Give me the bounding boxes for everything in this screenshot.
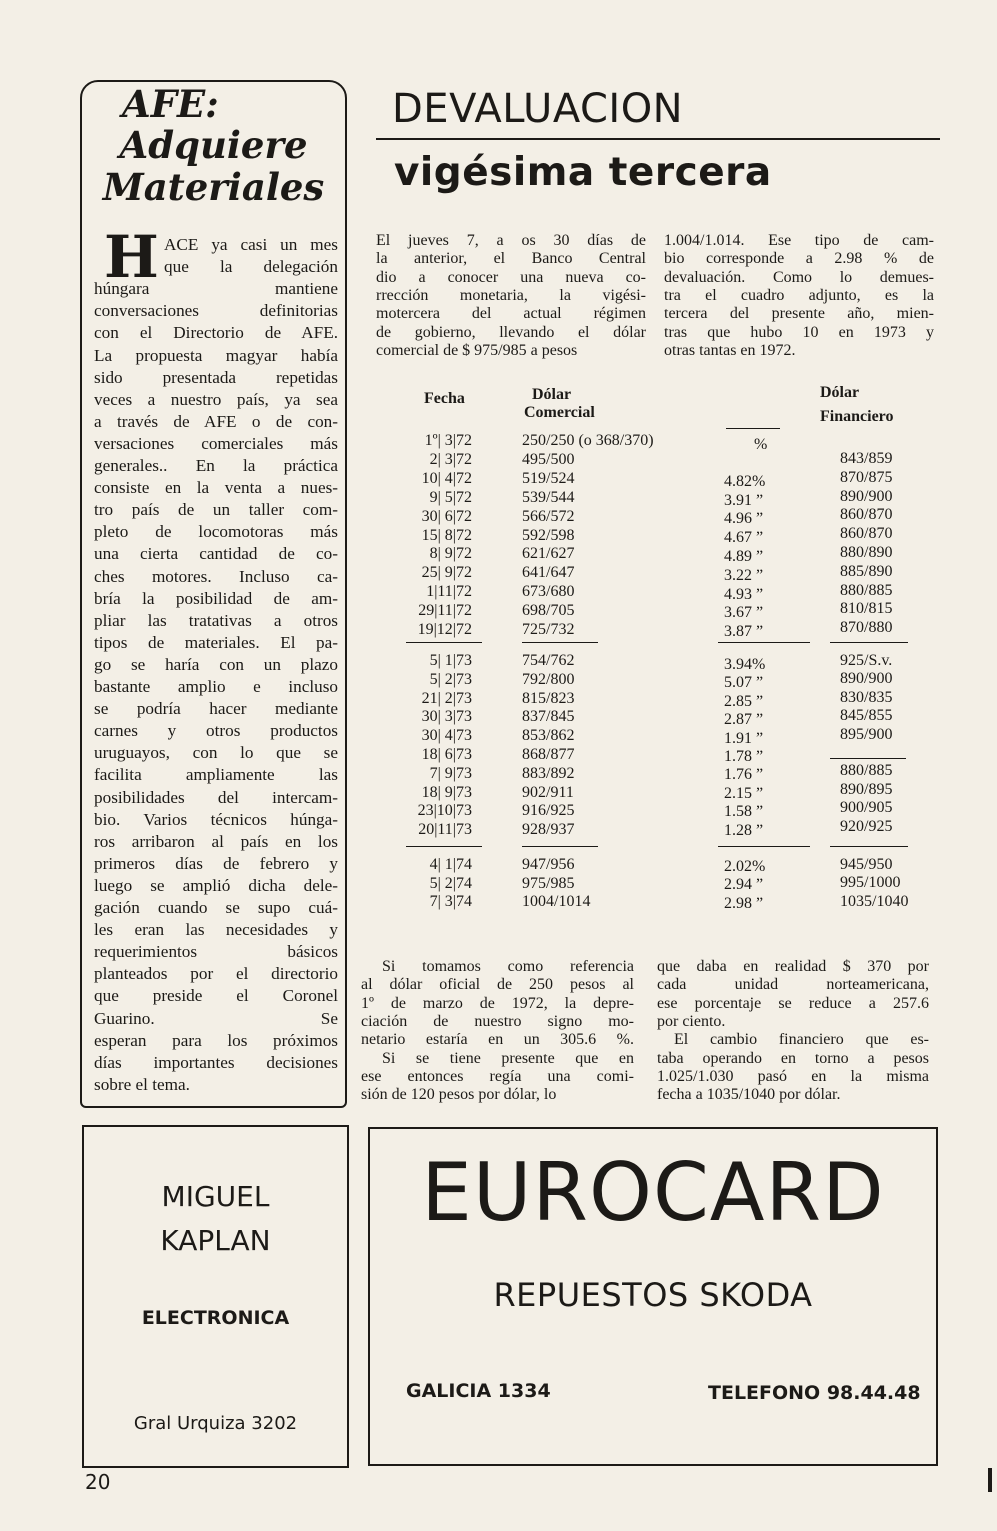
table-cell-financiero: 880/890: [840, 544, 893, 561]
table-header-comercial-2: Comercial: [524, 404, 595, 421]
table-header-percent: %: [754, 436, 768, 453]
table-group-rule: [522, 846, 598, 847]
table-cell-date: 18| 6|73: [421, 746, 472, 763]
table-cell-percent: 1.58 ”: [724, 803, 764, 821]
afe-text-line: Guarino. Se: [94, 1008, 338, 1028]
table-group-rule: [522, 642, 598, 643]
table-cell-percent: 4.89 ”: [724, 548, 764, 565]
afe-text-line: pleto de locomotoras más: [94, 522, 338, 542]
table-cell-date: 30| 4|73: [421, 727, 472, 745]
devaluacion-headline: DEVALUACION: [392, 86, 684, 132]
table-group-rule: [406, 846, 482, 847]
closing-text-line: al dólar oficial de 250 pesos al: [361, 976, 634, 994]
closing-text-line: El cambio financiero que es-: [674, 1031, 929, 1049]
afe-text-line: ches motores. Incluso ca-: [94, 566, 338, 586]
table-cell-financiero: 995/1000: [840, 874, 901, 892]
table-cell-percent: 2.02%: [724, 858, 766, 875]
afe-text-line: consiste en la venta a nues-: [94, 478, 338, 498]
table-cell-financiero: 880/885: [840, 762, 893, 780]
intro-text-line: comercial de $ 975/985 a pesos: [376, 341, 578, 359]
table-cell-date: 5| 2|74: [429, 874, 472, 892]
afe-text-line: bría la posibilidad de am-: [94, 588, 338, 608]
table-cell-comercial: 641/647: [522, 564, 575, 582]
closing-text-line: por ciento.: [657, 1012, 726, 1030]
afe-text-line: requerimientos básicos: [94, 942, 338, 962]
eurocard-telephone: TELEFONO 98.44.48: [708, 1382, 921, 1404]
afe-text-line: bastante amplio e incluso: [94, 677, 338, 696]
afe-title-line-2: Adquiere: [119, 123, 308, 168]
afe-text-line: gación cuando se supo cuá-: [94, 898, 338, 917]
table-cell-percent: 2.98 ”: [724, 894, 764, 912]
closing-text-line: Si se tiene presente que en: [382, 1049, 634, 1067]
table-cell-comercial: 566/572: [522, 507, 575, 525]
kaplan-ad-name: [84, 1175, 347, 1263]
intro-text-line: tras que hubo 10 en 1973 y: [664, 323, 934, 341]
table-cell-comercial: 868/877: [522, 746, 575, 763]
intro-text-line: rrección monetaria, la vigési-: [376, 286, 646, 304]
eurocard-title: EUROCARD: [421, 1146, 885, 1239]
table-cell-date: 8| 9|72: [429, 545, 472, 563]
table-cell-comercial: 621/627: [522, 545, 575, 563]
closing-text-line: taba operando en torno a pesos: [657, 1049, 929, 1067]
table-cell-comercial: 975/985: [522, 874, 575, 892]
table-cell-date: 2| 3|72: [429, 450, 472, 468]
table-cell-comercial: 853/862: [522, 727, 575, 745]
table-cell-date: 23|10|73: [417, 802, 472, 820]
table-cell-percent: 5.07 ”: [724, 674, 764, 692]
table-cell-financiero: 810/815: [840, 600, 893, 618]
closing-text-line: que daba en realidad $ 370 por: [657, 958, 929, 975]
table-cell-financiero: 845/855: [840, 707, 893, 725]
table-cell-comercial: 928/937: [522, 821, 575, 839]
table-cell-percent: 2.85 ”: [724, 692, 764, 710]
afe-headline: [82, 84, 345, 208]
table-cell-comercial: 592/598: [522, 526, 575, 544]
table-cell-percent: 4.82%: [724, 472, 766, 490]
table-cell-financiero: 870/875: [840, 468, 893, 486]
afe-text-line: conversaciones definitorias: [94, 301, 338, 321]
afe-text-line: sido presentada repetidas: [94, 367, 338, 387]
afe-text-line: una cierta cantidad de co-: [94, 544, 338, 564]
intro-text-line: devaluación. Como lo demues-: [664, 268, 934, 286]
table-cell-percent: 3.91 ”: [724, 491, 764, 509]
table-cell-financiero: 945/950: [840, 856, 893, 873]
intro-text-line: motercera del actual régimen: [376, 305, 646, 323]
afe-text-line: La propuesta magyar había: [94, 345, 338, 365]
intro-text-line: bio corresponde a 2.98 % de: [664, 250, 934, 268]
table-cell-date: 29|11|72: [418, 602, 472, 620]
devaluacion-subheadline: vigésima tercera: [394, 150, 772, 195]
table-cell-financiero: 870/880: [840, 619, 893, 637]
table-cell-financiero: 860/870: [840, 525, 893, 543]
kaplan-last-name: KAPLAN: [160, 1224, 271, 1257]
afe-text-line: días importantes decisiones: [94, 1052, 338, 1072]
table-cell-financiero: 900/905: [840, 799, 893, 817]
table-cell-comercial: 902/911: [522, 783, 574, 801]
edge-mark: [988, 1468, 992, 1492]
table-cell-date: 25| 9|72: [421, 564, 472, 582]
intro-text-line: tercera del presente año, mien-: [664, 305, 934, 323]
table-cell-percent: 4.93 ”: [724, 585, 764, 603]
afe-text-line: carnes y otros productos: [94, 721, 338, 741]
table-cell-date: 18| 9|73: [421, 783, 472, 801]
closing-text-line: 1.025/1.030 pasó en la misma: [657, 1067, 929, 1085]
table-cell-financiero: 895/900: [840, 725, 893, 743]
afe-text-line: veces a nuestro país, ya sea: [94, 389, 338, 409]
afe-text-line: sobre el tema.: [94, 1074, 190, 1094]
kaplan-business: ELECTRONICA: [141, 1307, 290, 1329]
table-cell-date: 7| 9|73: [429, 764, 472, 782]
closing-text-line: cada unidad norteamericana,: [657, 976, 929, 994]
table-cell-percent: 1.28 ”: [724, 821, 764, 839]
eurocard-address: GALICIA 1334: [406, 1380, 551, 1402]
afe-text-line: go se haría con un plazo: [94, 654, 338, 674]
table-cell-comercial: 698/705: [522, 602, 575, 620]
closing-text-line: 1º de marzo de 1972, la depre-: [361, 994, 634, 1012]
table-cell-percent: 1.78 ”: [724, 748, 764, 765]
table-header-fecha: Fecha: [424, 390, 465, 407]
intro-text-line: 1.004/1.014. Ese tipo de cam-: [664, 232, 934, 249]
table-cell-financiero: 890/895: [840, 780, 893, 798]
afe-text-line: luego se amplió dicha dele-: [94, 875, 338, 895]
afe-text-line: bio. Varios técnicos húnga-: [94, 809, 338, 829]
table-cell-comercial: 495/500: [522, 450, 575, 468]
afe-title-line-1: AFE:: [122, 82, 219, 126]
table-cell-date: 9| 5|72: [429, 488, 472, 506]
table-cell-comercial: 725/732: [522, 621, 575, 638]
table-group-rule: [718, 642, 810, 643]
afe-text-line: uruguayos, con lo que se: [94, 743, 338, 763]
table-cell-financiero: 1035/1040: [840, 892, 909, 910]
afe-text-line: húngara mantiene: [94, 279, 338, 299]
page-number: 20: [85, 1470, 111, 1494]
afe-text-line: tipos de materiales. El pa-: [94, 632, 338, 652]
table-cell-date: 10| 4|72: [421, 469, 472, 487]
table-cell-date: 5| 1|73: [429, 652, 472, 669]
intro-text-line: dio a conocer una nueva co-: [376, 268, 646, 286]
table-cell-percent: 4.67 ”: [724, 529, 764, 547]
afe-text-line: tro país de un taller com-: [94, 500, 338, 520]
closing-text-line: sión de 120 pesos por dólar, lo: [361, 1086, 557, 1104]
afe-text-line: ros arribaron al país en los: [94, 831, 338, 851]
afe-drop-cap: H: [104, 223, 159, 291]
kaplan-address: Gral Urquiza 3202: [133, 1413, 298, 1434]
table-cell-financiero: 925/S.v.: [840, 652, 893, 669]
closing-text-line: netario estaría en un 305.6 %.: [361, 1031, 634, 1049]
table-cell-percent: 2.87 ”: [724, 711, 764, 729]
afe-text-line: que preside el Coronel: [94, 986, 338, 1006]
table-cell-date: 21| 2|73: [421, 689, 472, 707]
table-group-rule: [830, 846, 908, 847]
afe-title-line-3: Materiales: [102, 164, 325, 209]
table-cell-percent: 1.76 ”: [724, 766, 764, 784]
table-cell-comercial: 250/250 (o 368/370): [522, 432, 654, 449]
table-rule: [726, 428, 780, 429]
afe-text-line: se podría hacer mediante: [94, 699, 338, 719]
table-cell-date: 5| 2|73: [429, 670, 472, 688]
closing-text-line: ese entonces regía una comi-: [361, 1067, 634, 1085]
afe-text-line: con el Directorio de AFE.: [94, 323, 338, 343]
closing-text-line: ciación de nuestro signo mo-: [361, 1012, 634, 1030]
table-cell-date: 4| 1|74: [429, 856, 472, 873]
table-group-rule: [830, 642, 908, 643]
table-group-rule: [718, 846, 810, 847]
afe-text-line: posibilidades del intercam-: [94, 787, 338, 807]
table-cell-comercial: 1004/1014: [522, 893, 591, 910]
table-cell-comercial: 916/925: [522, 802, 575, 820]
table-cell-date: 7| 3|74: [429, 893, 472, 910]
table-group-rule: [406, 642, 482, 643]
table-cell-financiero: 860/870: [840, 506, 893, 524]
intro-text-line: otras tantas en 1972.: [664, 341, 796, 359]
table-cell-financiero: 830/835: [840, 688, 893, 706]
table-cell-financiero: 890/900: [840, 487, 893, 505]
table-header-financiero-1: Dólar: [820, 384, 860, 401]
table-cell-financiero: 880/885: [840, 581, 893, 599]
table-cell-date: 1º| 3|72: [424, 432, 472, 449]
intro-text-line: de gobierno, llevando el dólar: [376, 323, 646, 341]
table-header-comercial-1: Dólar: [532, 386, 572, 403]
table-cell-percent: 1.91 ”: [724, 729, 764, 747]
table-cell-financiero: 885/890: [840, 562, 893, 580]
closing-text-line: Si tomamos como referencia: [382, 958, 634, 975]
table-cell-comercial: 815/823: [522, 689, 575, 707]
table-cell-comercial: 673/680: [522, 583, 575, 601]
afe-text-line: versaciones comerciales más: [94, 433, 338, 453]
closing-text-line: ese porcentaje se reduce a 257.6: [657, 994, 929, 1012]
table-cell-comercial: 519/524: [522, 469, 575, 487]
afe-text-line: generales.. En la práctica: [94, 456, 338, 475]
kaplan-first-name: MIGUEL: [161, 1180, 270, 1213]
afe-text-line: a través de AFE o de con-: [94, 411, 338, 431]
table-cell-financiero: 890/900: [840, 670, 893, 688]
table-cell-date: 15| 8|72: [421, 526, 472, 544]
afe-text-line: les eran las necesidades y: [94, 920, 338, 940]
table-cell-comercial: 792/800: [522, 670, 575, 688]
table-cell-comercial: 947/956: [522, 856, 575, 873]
table-cell-percent: 4.96 ”: [724, 510, 764, 528]
table-cell-date: 20|11|73: [418, 821, 472, 839]
table-cell-date: 30| 6|72: [421, 507, 472, 525]
headline-rule: [376, 138, 940, 140]
table-cell-percent: 3.67 ”: [724, 604, 764, 622]
table-cell-comercial: 539/544: [522, 488, 575, 506]
table-cell-percent: 3.22 ”: [724, 566, 764, 584]
intro-text-line: El jueves 7, a os 30 días de: [376, 232, 646, 249]
table-cell-percent: 2.94 ”: [724, 876, 764, 894]
table-cell-percent: 3.94%: [724, 656, 766, 673]
afe-text-line: ACE ya casi un mes: [164, 235, 338, 254]
table-cell-financiero: 843/859: [840, 450, 893, 467]
table-cell-date: 19|12|72: [417, 621, 472, 638]
afe-text-line: facilita ampliamente las: [94, 765, 338, 785]
table-cell-date: 1|11|72: [426, 583, 472, 601]
table-cell-percent: 3.87 ”: [724, 623, 764, 641]
table-cell-percent: 2.15 ”: [724, 784, 764, 802]
afe-text-line: planteados por el directorio: [94, 964, 338, 984]
table-header-financiero-2: Financiero: [820, 408, 894, 425]
table-cell-financiero: 920/925: [840, 817, 893, 835]
afe-text-line: que la delegación: [164, 257, 338, 277]
intro-text-line: tra el cuadro adjunto, es la: [664, 286, 934, 304]
table-cell-comercial: 754/762: [522, 652, 575, 669]
afe-text-line: primeros días de febrero y: [94, 853, 338, 873]
table-cell-date: 30| 3|73: [421, 708, 472, 726]
table-cell-comercial: 837/845: [522, 708, 575, 726]
afe-text-line: esperan para los próximos: [94, 1030, 338, 1050]
closing-text-line: fecha a 1035/1040 por dólar.: [657, 1086, 841, 1104]
afe-text-line: pliar las tratativas a otros: [94, 610, 338, 630]
intro-text-line: la anterior, el Banco Central: [376, 250, 646, 268]
table-cell-comercial: 883/892: [522, 764, 575, 782]
eurocard-subtitle: REPUESTOS SKODA: [493, 1276, 813, 1314]
table-empty-cell-rule: [830, 758, 906, 759]
